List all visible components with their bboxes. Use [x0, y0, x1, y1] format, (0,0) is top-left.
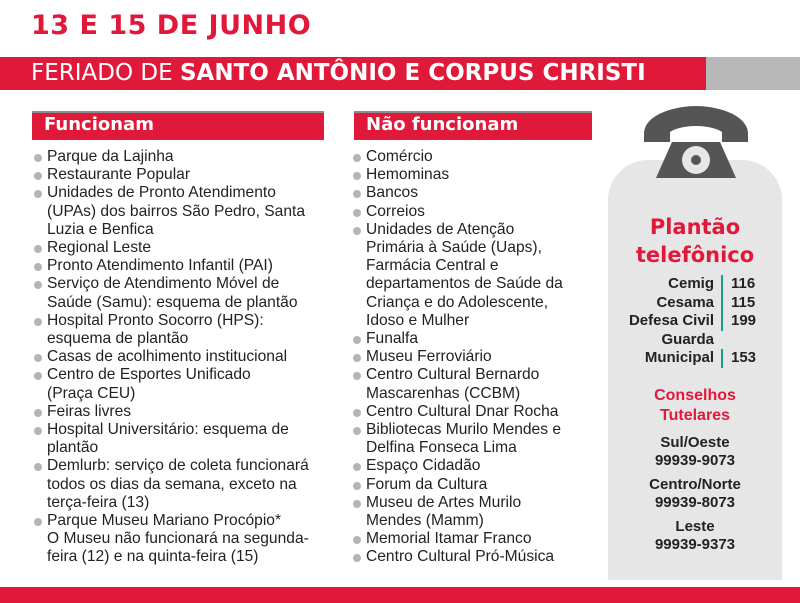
- region-sul-oeste: [608, 434, 782, 470]
- list-item: [34, 457, 334, 512]
- list-item-line: Hospital Pronto Socorro (HPS):: [47, 311, 264, 329]
- phone-row: [608, 312, 782, 331]
- list-item-line: O Museu não funcionará na segunda-: [47, 530, 309, 548]
- nao-funcionam-list: [353, 148, 578, 567]
- list-item-line: plantão: [47, 439, 99, 457]
- phone-row: [608, 294, 782, 313]
- list-item-line: Funalfa: [366, 330, 419, 348]
- list-item: [353, 403, 578, 421]
- list-item-line: Delfina Fonseca Lima: [366, 439, 517, 457]
- list-item: [353, 421, 578, 457]
- list-item-line: Centro Cultural Dnar Rocha: [366, 402, 559, 420]
- list-item: [34, 257, 334, 275]
- list-item: [34, 403, 334, 421]
- list-item-line: Pronto Atendimento Infantil (PAI): [47, 257, 273, 275]
- list-item: [34, 166, 334, 184]
- conselhos-line1: Conselhos: [654, 387, 736, 404]
- list-item-line: esquema de plantão: [47, 330, 189, 348]
- list-item: [353, 548, 578, 566]
- phone-row: [608, 331, 782, 350]
- conselhos-line2: Tutelares: [660, 407, 730, 424]
- list-item-line: Demlurb: serviço de coleta funcionará: [47, 457, 309, 475]
- list-item-line: Parque Museu Mariano Procópio*: [47, 512, 282, 530]
- conselhos-title: [608, 386, 782, 426]
- list-item-line: Bibliotecas Murilo Mendes e: [366, 421, 562, 439]
- phone-service-name: Municipal: [608, 349, 723, 368]
- list-item-line: Parque da Lajinha: [47, 148, 174, 165]
- list-item: [34, 184, 334, 239]
- list-item-line: Hospital Universitário: esquema de: [47, 421, 289, 439]
- list-item-line: Primária à Saúde (Uaps),: [366, 239, 542, 257]
- banner-holiday-name: SANTO ANTÔNIO E CORPUS CHRISTI: [179, 60, 646, 86]
- list-item: [353, 348, 578, 366]
- list-item: [34, 421, 334, 457]
- list-item: [34, 312, 334, 348]
- phone-number: 199: [731, 312, 757, 329]
- list-item: [353, 203, 578, 221]
- region-name: Sul/Oeste: [660, 434, 730, 451]
- phone-service-name: Defesa Civil: [608, 312, 723, 331]
- page-date: 13 E 15 DE JUNHO: [31, 10, 312, 41]
- list-item: [353, 184, 578, 202]
- list-item: [353, 221, 578, 330]
- list-item-line: Bancos: [366, 184, 419, 202]
- region-leste: [608, 518, 782, 554]
- bottom-bar: [0, 587, 800, 603]
- phone-number: 115: [731, 293, 756, 311]
- list-item-line: Idoso e Mulher: [366, 311, 470, 329]
- banner-title: [31, 60, 646, 86]
- list-item: [353, 366, 578, 402]
- phone-number: [723, 331, 731, 350]
- list-item-line: Correios: [366, 202, 425, 220]
- list-item-line: Luzia e Benfica: [47, 220, 154, 238]
- list-item-line: Farmácia Central e: [366, 257, 499, 275]
- phone-number: 116: [731, 275, 756, 292]
- list-item-line: (Praça CEU): [47, 384, 136, 402]
- list-item: [353, 530, 578, 548]
- region-centro-norte: [608, 476, 782, 512]
- list-item: [34, 148, 334, 166]
- phone-service-name: Cesama: [608, 294, 723, 313]
- funcionam-header: [32, 111, 324, 140]
- list-item-line: feira (12) e na quinta-feira (15): [47, 548, 259, 566]
- list-item-line: (UPAs) dos bairros São Pedro, Santa: [47, 202, 305, 220]
- banner-prefix: FERIADO DE: [31, 60, 180, 86]
- list-item: [34, 275, 334, 311]
- list-item-line: Centro de Esportes Unificado: [47, 366, 251, 384]
- list-item: [353, 494, 578, 530]
- list-item-line: Unidades de Pronto Atendimento: [47, 184, 276, 202]
- list-item-line: Regional Leste: [47, 239, 152, 257]
- funcionam-list: [34, 148, 334, 567]
- telephone-icon: [636, 104, 756, 184]
- list-item: [353, 457, 578, 475]
- list-item: [34, 348, 334, 366]
- nao-funcionam-title: Não funcionam: [366, 114, 519, 135]
- list-item-line: Memorial Itamar Franco: [366, 530, 532, 548]
- list-item-line: Unidades de Atenção: [366, 220, 515, 238]
- list-item-line: Espaço Cidadão: [366, 457, 481, 475]
- plantao-title: [608, 213, 782, 269]
- list-item-line: Centro Cultural Pró-Música: [366, 548, 555, 566]
- list-item-line: Museu Ferroviário: [366, 348, 492, 366]
- list-item-line: departamentos de Saúde da: [366, 275, 563, 293]
- list-item-line: Museu de Artes Murilo: [366, 493, 522, 511]
- plantao-title-line2: telefônico: [635, 243, 755, 267]
- list-item-line: Saúde (Samu): esquema de plantão: [47, 293, 298, 311]
- region-number: 99939-9073: [654, 452, 736, 469]
- phone-number: 153: [731, 349, 757, 366]
- list-item-line: Casas de acolhimento institucional: [47, 348, 288, 366]
- list-item-line: Mendes (Mamm): [366, 512, 484, 530]
- list-item: [353, 330, 578, 348]
- region-name: Centro/Norte: [649, 476, 741, 493]
- list-item-line: Feiras livres: [47, 402, 132, 420]
- list-item: [34, 512, 334, 567]
- region-number: 99939-9373: [654, 536, 736, 553]
- list-item-line: Serviço de Atendimento Móvel de: [47, 275, 280, 293]
- funcionam-title: Funcionam: [44, 114, 154, 135]
- phone-row: [608, 349, 782, 368]
- list-item-line: Criança e do Adolescente,: [366, 293, 549, 311]
- phone-row: [608, 275, 782, 294]
- plantao-title-line1: Plantão: [649, 215, 741, 239]
- list-item-line: Centro Cultural Bernardo: [366, 366, 540, 384]
- list-item-line: todos os dias da semana, exceto na: [47, 475, 297, 493]
- list-item: [34, 239, 334, 257]
- nao-funcionam-header: [354, 111, 592, 140]
- list-item-line: Restaurante Popular: [47, 166, 191, 184]
- list-item: [353, 148, 578, 166]
- list-item-line: Hemominas: [366, 166, 450, 184]
- list-item: [34, 366, 334, 402]
- list-item: [353, 476, 578, 494]
- phone-list: [608, 275, 782, 368]
- phone-service-name: Guarda: [661, 330, 714, 348]
- list-item-line: Comércio: [366, 148, 433, 165]
- region-name: Leste: [675, 518, 715, 535]
- list-item-line: Forum da Cultura: [366, 475, 488, 493]
- region-number: 99939-8073: [654, 494, 736, 511]
- list-item: [353, 166, 578, 184]
- list-item-line: Mascarenhas (CCBM): [366, 384, 521, 402]
- list-item-line: terça-feira (13): [47, 493, 150, 511]
- phone-service-name: Cemig: [608, 275, 723, 294]
- title-banner-accent: [706, 57, 800, 90]
